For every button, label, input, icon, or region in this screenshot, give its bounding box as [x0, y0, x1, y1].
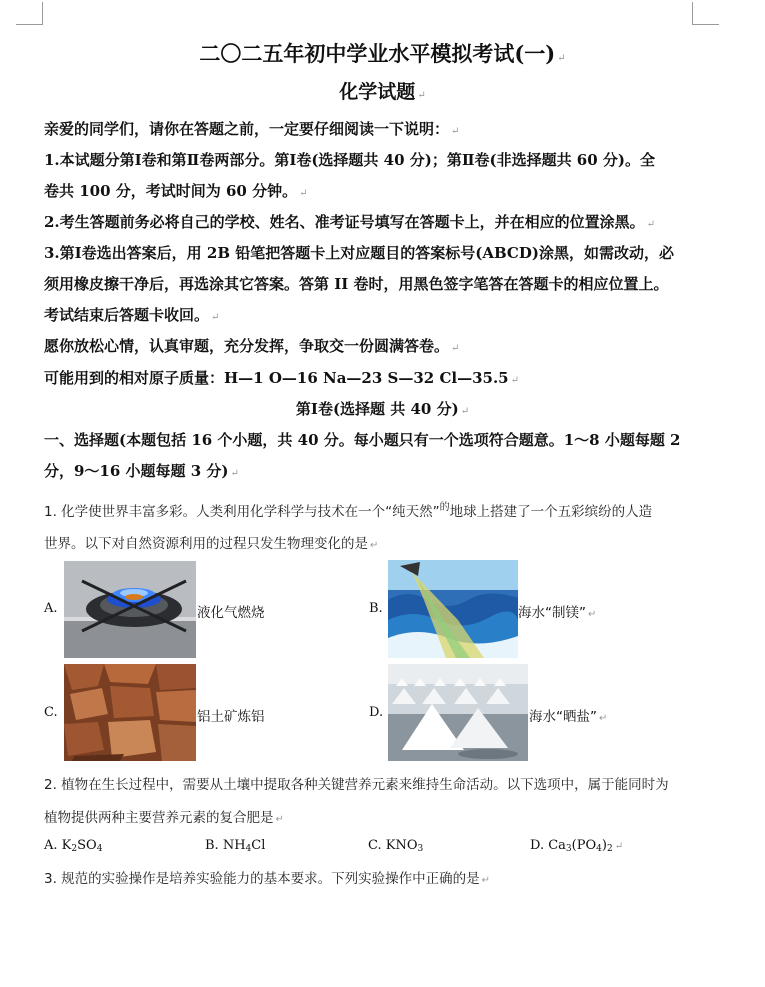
q1-stem-line-2: 世界。以下对自然资源利用的过程只发生物理变化的是 ↵ — [44, 536, 379, 552]
instruction-item-3-line-1: 3.第Ⅰ卷选出答案后，用 2B 铅笔把答题卡上对应题目的答案标号(ABCD)涂黑，如需改动，必 — [44, 244, 674, 262]
q2-stem-line-1: 2. 植物在生长过程中，需要从土壤中提取各种关键营养元素来维持生命活动。以下选项中，属于能同时为 — [44, 777, 669, 793]
bauxite-ore-image — [64, 664, 196, 761]
section-1-heading: 第Ⅰ卷(选择题 共 40 分) ↵ — [295, 400, 470, 418]
q1-option-d-text: 海水“晒盐” ↵ — [529, 709, 608, 725]
q2-option-b[interactable]: B. $NH_4Cl$ — [205, 838, 266, 854]
instruction-item-3-line-2: 须用橡皮擦干净后，再选涂其它答案。答第 II 卷时，用黑色签字笔答在答题卡的相应位置上。 — [44, 275, 669, 293]
instruction-item-2: 2.考生答题前务必将自己的学校、姓名、准考证号填写在答题卡上，并在相应的位置涂黑。 ↵ — [44, 213, 656, 231]
q1-option-c-text: 铝土矿炼铝 — [197, 709, 265, 725]
crop-mark-top-left — [16, 2, 43, 25]
sea-wave-magnesium-image — [388, 560, 518, 658]
q1-option-b-letter[interactable]: B. — [369, 601, 383, 616]
crop-mark-top-right — [692, 2, 719, 25]
gas-stove-flame-image — [64, 561, 196, 658]
q2-option-d[interactable]: D. $Ca_3(PO_4)_2$ ↵ — [530, 838, 624, 854]
q1-option-a-letter[interactable]: A. — [44, 601, 58, 616]
q2-option-c[interactable]: C. $KNO_3$ — [368, 838, 424, 854]
exam-subtitle: 化学试题 ↵ — [339, 81, 426, 103]
exam-title: 二〇二五年初中学业水平模拟考试(一) ↵ — [199, 41, 566, 66]
q1-option-d-letter[interactable]: D. — [369, 705, 384, 720]
instruction-item-1-line-2: 卷共 100 分，考试时间为 60 分钟。 ↵ — [44, 182, 308, 200]
q2-option-a[interactable]: A. $K_2SO_4$ — [44, 838, 103, 854]
instruction-wish: 愿你放松心情，认真审题，充分发挥，争取交一份圆满答卷。 ↵ — [44, 337, 460, 355]
instruction-item-1-line-1: 1.本试题分第Ⅰ卷和第Ⅱ卷两部分。第Ⅰ卷(选择题共 40 分)；第Ⅱ卷(非选择题共 60 分)。全 — [44, 151, 656, 169]
q1-option-b-text: 海水“制镁” ↵ — [518, 605, 597, 621]
q2-stem-line-2: 植物提供两种主要营养元素的复合肥是 ↵ — [44, 810, 284, 826]
q3-stem-line-1: 3. 规范的实验操作是培养实验能力的基本要求。下列实验操作中正确的是 ↵ — [44, 871, 491, 887]
q1-option-c-letter[interactable]: C. — [44, 705, 58, 720]
q1-stem-line-1: 1. 化学使世界丰富多彩。人类利用化学科学与技术在一个“纯天然”$^的$地球上搭建了一个五彩缤纷的人造 — [44, 502, 653, 520]
section-1-desc-line-2: 分，9～16 小题每题 3 分) ↵ — [44, 462, 239, 480]
section-1-desc-line-1: 一、选择题(本题包括 16 个小题，共 40 分。每小题只有一个选项符合题意。1～8 小题每题 2 — [44, 431, 681, 449]
sea-salt-piles-image — [388, 664, 528, 761]
instruction-item-3-line-3: 考试结束后答题卡收回。 ↵ — [44, 306, 220, 324]
instruction-greeting: 亲爱的同学们，请你在答题之前，一定要仔细阅读一下说明： ↵ — [44, 120, 460, 138]
q1-option-a-text: 液化气燃烧 — [197, 605, 265, 621]
atomic-masses: 可能用到的相对原子质量：H—1 O—16 Na—23 S—32 Cl—35.5 ↵ — [44, 369, 520, 387]
